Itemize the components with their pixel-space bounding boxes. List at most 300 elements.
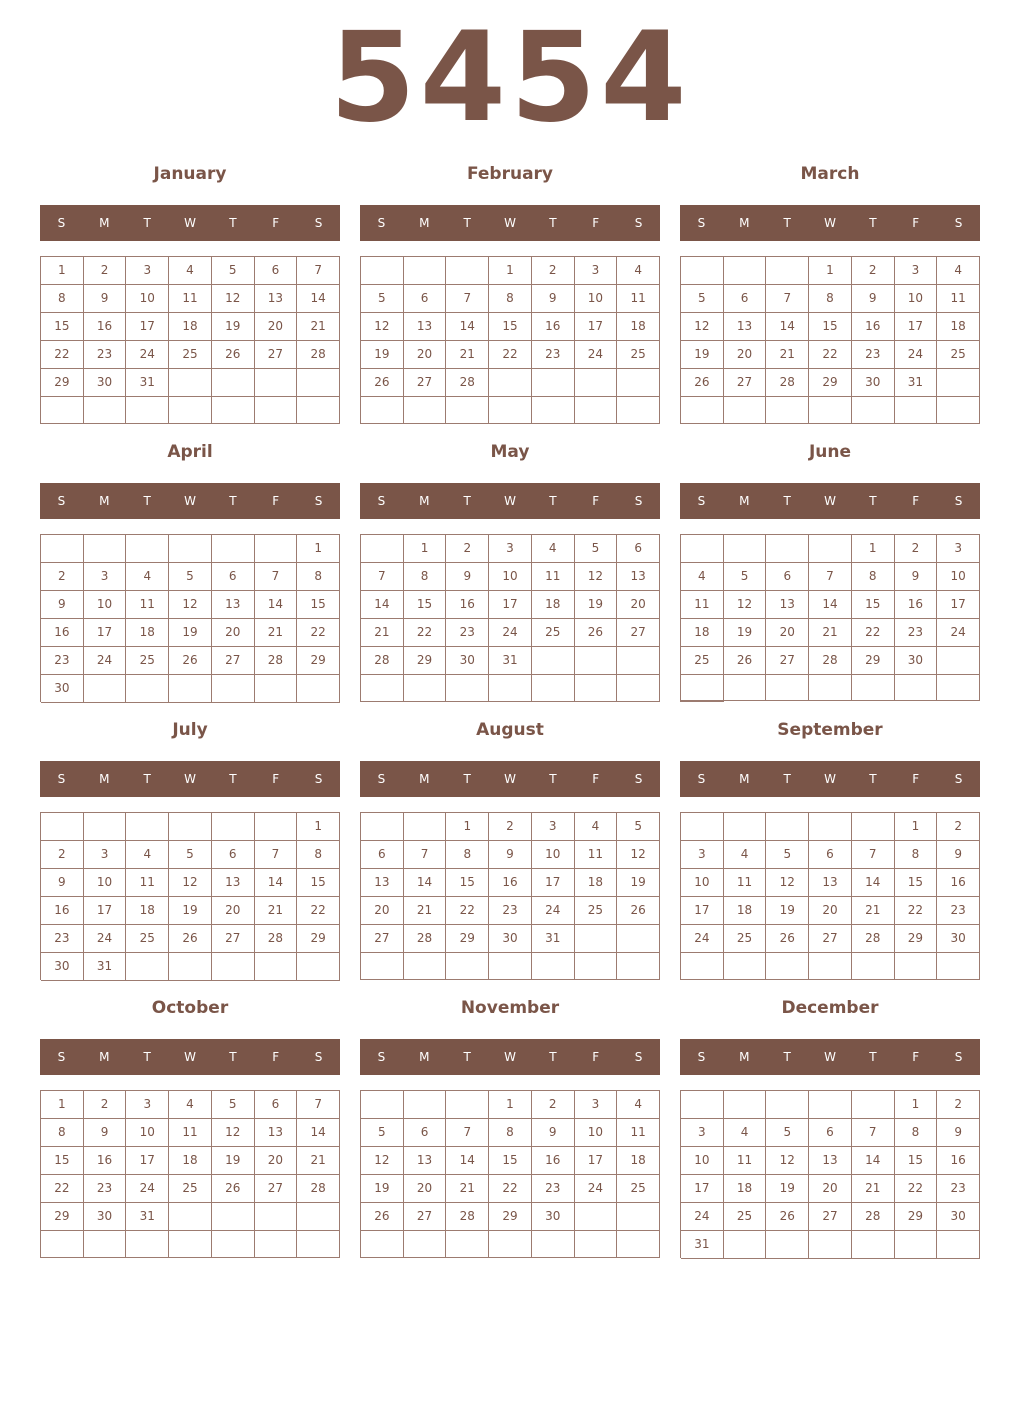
day-cell: 3 bbox=[937, 535, 980, 563]
weekday-label: S bbox=[377, 1050, 386, 1064]
weekday-label: W bbox=[504, 216, 516, 230]
day-cell bbox=[169, 813, 212, 841]
day-cell bbox=[212, 1203, 255, 1231]
day-cell bbox=[489, 397, 532, 424]
day-cell: 19 bbox=[724, 619, 767, 647]
day-cell: 26 bbox=[724, 647, 767, 675]
day-grid bbox=[40, 1090, 340, 1258]
day-cell bbox=[809, 397, 852, 424]
day-cell: 15 bbox=[809, 313, 852, 341]
day-cell: 17 bbox=[126, 1147, 169, 1175]
day-cell: 14 bbox=[809, 591, 852, 619]
day-cell bbox=[255, 369, 298, 397]
day-cell bbox=[766, 675, 809, 701]
day-cell: 20 bbox=[617, 591, 660, 619]
day-cell bbox=[766, 257, 809, 285]
day-cell: 3 bbox=[126, 1091, 169, 1119]
day-cell bbox=[681, 1091, 724, 1119]
day-cell: 12 bbox=[361, 1147, 404, 1175]
day-cell: 16 bbox=[41, 619, 84, 647]
day-cell bbox=[766, 953, 809, 980]
day-cell: 29 bbox=[895, 1203, 938, 1231]
day-cell: 16 bbox=[446, 591, 489, 619]
month-name: July bbox=[172, 720, 208, 740]
day-cell: 2 bbox=[852, 257, 895, 285]
weekday-label: S bbox=[314, 494, 323, 508]
day-cell: 16 bbox=[84, 313, 127, 341]
day-cell bbox=[724, 953, 767, 980]
day-cell bbox=[41, 535, 84, 563]
day-cell: 5 bbox=[766, 1119, 809, 1147]
day-cell bbox=[361, 953, 404, 980]
day-cell: 9 bbox=[41, 591, 84, 619]
day-cell bbox=[169, 397, 212, 424]
day-cell: 11 bbox=[937, 285, 980, 313]
day-cell bbox=[681, 257, 724, 285]
day-cell bbox=[41, 813, 84, 841]
day-cell: 25 bbox=[532, 619, 575, 647]
day-cell: 13 bbox=[809, 1147, 852, 1175]
day-cell bbox=[297, 1203, 340, 1231]
weekday-label: F bbox=[592, 772, 600, 786]
day-cell: 19 bbox=[766, 1175, 809, 1203]
day-cell bbox=[446, 257, 489, 285]
day-cell: 14 bbox=[852, 869, 895, 897]
day-cell bbox=[361, 675, 404, 702]
day-grid bbox=[680, 256, 980, 424]
day-cell: 10 bbox=[681, 1147, 724, 1175]
day-cell: 12 bbox=[169, 869, 212, 897]
day-cell bbox=[617, 1231, 660, 1258]
day-cell: 29 bbox=[489, 1203, 532, 1231]
day-cell: 18 bbox=[532, 591, 575, 619]
day-cell: 4 bbox=[937, 257, 980, 285]
day-cell: 6 bbox=[404, 1119, 447, 1147]
day-grid bbox=[360, 534, 660, 702]
day-cell: 8 bbox=[489, 285, 532, 313]
day-cell: 19 bbox=[681, 341, 724, 369]
day-cell: 6 bbox=[809, 1119, 852, 1147]
weekday-label: T bbox=[869, 1050, 877, 1064]
day-cell bbox=[575, 397, 618, 424]
day-cell: 2 bbox=[937, 1091, 980, 1119]
weekday-label: F bbox=[912, 216, 920, 230]
weekday-header bbox=[40, 205, 340, 241]
day-cell: 11 bbox=[724, 869, 767, 897]
day-cell: 7 bbox=[852, 841, 895, 869]
day-cell: 2 bbox=[489, 813, 532, 841]
day-cell bbox=[617, 647, 660, 675]
day-grid bbox=[360, 1090, 660, 1258]
day-cell: 7 bbox=[446, 285, 489, 313]
day-cell: 15 bbox=[489, 1147, 532, 1175]
weekday-label: T bbox=[549, 494, 557, 508]
day-cell: 13 bbox=[766, 591, 809, 619]
day-cell bbox=[809, 813, 852, 841]
day-cell bbox=[575, 369, 618, 397]
weekday-label: T bbox=[463, 216, 471, 230]
day-cell: 23 bbox=[41, 925, 84, 953]
day-cell: 29 bbox=[852, 647, 895, 675]
day-cell bbox=[169, 1231, 212, 1258]
weekday-label: T bbox=[869, 494, 877, 508]
day-cell: 7 bbox=[446, 1119, 489, 1147]
day-cell: 9 bbox=[937, 1119, 980, 1147]
day-grid bbox=[40, 256, 340, 424]
weekday-label: S bbox=[57, 1050, 66, 1064]
day-cell: 14 bbox=[255, 591, 298, 619]
day-cell: 25 bbox=[724, 925, 767, 953]
day-cell: 19 bbox=[361, 341, 404, 369]
day-cell bbox=[255, 1231, 298, 1258]
month-name: September bbox=[777, 720, 883, 740]
day-grid bbox=[360, 812, 660, 980]
weekday-label: S bbox=[697, 216, 706, 230]
day-cell bbox=[852, 953, 895, 980]
day-cell: 30 bbox=[937, 1203, 980, 1231]
day-cell: 30 bbox=[852, 369, 895, 397]
day-cell: 14 bbox=[446, 1147, 489, 1175]
day-cell: 29 bbox=[297, 647, 340, 675]
day-cell: 2 bbox=[532, 257, 575, 285]
day-cell: 22 bbox=[41, 1175, 84, 1203]
weekday-header bbox=[680, 1039, 980, 1075]
weekday-label: T bbox=[143, 1050, 151, 1064]
day-cell: 7 bbox=[255, 563, 298, 591]
day-cell: 15 bbox=[404, 591, 447, 619]
day-cell: 8 bbox=[41, 1119, 84, 1147]
day-cell: 7 bbox=[404, 841, 447, 869]
day-cell: 24 bbox=[84, 925, 127, 953]
weekday-label: W bbox=[824, 216, 836, 230]
day-cell: 21 bbox=[852, 1175, 895, 1203]
day-cell: 23 bbox=[937, 897, 980, 925]
day-cell: 4 bbox=[126, 841, 169, 869]
day-cell: 12 bbox=[212, 1119, 255, 1147]
day-cell bbox=[575, 925, 618, 953]
day-cell: 13 bbox=[361, 869, 404, 897]
day-cell: 26 bbox=[766, 925, 809, 953]
day-cell: 30 bbox=[532, 1203, 575, 1231]
day-cell: 17 bbox=[532, 869, 575, 897]
day-cell: 14 bbox=[446, 313, 489, 341]
day-cell: 9 bbox=[84, 285, 127, 313]
day-cell bbox=[937, 1231, 980, 1259]
day-cell: 5 bbox=[361, 285, 404, 313]
day-cell: 10 bbox=[84, 591, 127, 619]
day-cell: 23 bbox=[895, 619, 938, 647]
day-cell: 9 bbox=[84, 1119, 127, 1147]
day-cell: 21 bbox=[255, 897, 298, 925]
day-cell: 5 bbox=[766, 841, 809, 869]
day-cell: 3 bbox=[489, 535, 532, 563]
day-cell: 9 bbox=[852, 285, 895, 313]
day-cell: 25 bbox=[617, 341, 660, 369]
weekday-label: T bbox=[229, 216, 237, 230]
day-cell: 26 bbox=[212, 341, 255, 369]
day-cell bbox=[169, 1203, 212, 1231]
day-cell: 21 bbox=[297, 313, 340, 341]
day-cell: 5 bbox=[212, 1091, 255, 1119]
day-cell: 24 bbox=[681, 925, 724, 953]
day-cell bbox=[681, 675, 724, 701]
day-cell: 8 bbox=[446, 841, 489, 869]
weekday-label: S bbox=[57, 216, 66, 230]
day-cell: 21 bbox=[446, 341, 489, 369]
day-cell: 12 bbox=[575, 563, 618, 591]
day-cell bbox=[212, 953, 255, 981]
day-cell: 30 bbox=[41, 953, 84, 981]
day-cell: 28 bbox=[446, 1203, 489, 1231]
day-cell: 4 bbox=[724, 841, 767, 869]
day-cell: 7 bbox=[361, 563, 404, 591]
day-cell bbox=[766, 535, 809, 563]
day-cell: 19 bbox=[212, 313, 255, 341]
day-cell: 5 bbox=[617, 813, 660, 841]
day-cell: 16 bbox=[895, 591, 938, 619]
weekday-label: M bbox=[99, 216, 110, 230]
day-cell: 6 bbox=[404, 285, 447, 313]
day-cell: 20 bbox=[724, 341, 767, 369]
day-cell: 13 bbox=[809, 869, 852, 897]
day-cell bbox=[126, 953, 169, 981]
day-cell bbox=[126, 535, 169, 563]
day-cell: 31 bbox=[84, 953, 127, 981]
day-cell: 17 bbox=[126, 313, 169, 341]
day-cell: 11 bbox=[169, 1119, 212, 1147]
weekday-label: F bbox=[272, 216, 280, 230]
day-cell bbox=[937, 953, 980, 980]
day-cell: 24 bbox=[681, 1203, 724, 1231]
weekday-header bbox=[360, 761, 660, 797]
day-cell bbox=[724, 535, 767, 563]
weekday-label: W bbox=[504, 772, 516, 786]
day-cell bbox=[681, 953, 724, 980]
day-cell: 7 bbox=[297, 257, 340, 285]
day-cell bbox=[169, 535, 212, 563]
day-cell: 21 bbox=[852, 897, 895, 925]
day-cell: 22 bbox=[809, 341, 852, 369]
day-cell bbox=[575, 1231, 618, 1258]
weekday-label: F bbox=[272, 1050, 280, 1064]
day-cell bbox=[809, 675, 852, 701]
day-cell bbox=[489, 953, 532, 980]
day-cell: 2 bbox=[84, 1091, 127, 1119]
day-cell: 11 bbox=[126, 869, 169, 897]
day-cell: 23 bbox=[489, 897, 532, 925]
day-cell bbox=[895, 1231, 938, 1259]
day-cell bbox=[724, 397, 767, 424]
day-cell: 29 bbox=[446, 925, 489, 953]
day-cell: 10 bbox=[126, 285, 169, 313]
weekday-label: F bbox=[912, 494, 920, 508]
day-cell: 10 bbox=[532, 841, 575, 869]
weekday-label: T bbox=[463, 1050, 471, 1064]
day-cell: 13 bbox=[255, 285, 298, 313]
day-cell: 19 bbox=[169, 897, 212, 925]
day-cell: 6 bbox=[766, 563, 809, 591]
day-cell: 16 bbox=[84, 1147, 127, 1175]
day-cell: 2 bbox=[446, 535, 489, 563]
weekday-label: M bbox=[99, 1050, 110, 1064]
weekday-label: S bbox=[377, 216, 386, 230]
day-cell bbox=[446, 397, 489, 424]
day-cell: 30 bbox=[84, 1203, 127, 1231]
weekday-label: W bbox=[504, 494, 516, 508]
weekday-label: T bbox=[869, 216, 877, 230]
day-cell: 24 bbox=[575, 341, 618, 369]
weekday-label: S bbox=[377, 494, 386, 508]
day-cell: 23 bbox=[446, 619, 489, 647]
day-cell: 27 bbox=[724, 369, 767, 397]
day-cell: 11 bbox=[532, 563, 575, 591]
weekday-label: S bbox=[954, 216, 963, 230]
day-cell: 28 bbox=[255, 647, 298, 675]
day-cell: 16 bbox=[532, 313, 575, 341]
day-cell: 5 bbox=[575, 535, 618, 563]
day-cell: 2 bbox=[84, 257, 127, 285]
day-cell: 26 bbox=[575, 619, 618, 647]
day-cell bbox=[575, 647, 618, 675]
day-cell bbox=[126, 397, 169, 424]
weekday-label: F bbox=[912, 1050, 920, 1064]
day-cell bbox=[532, 953, 575, 980]
day-cell: 1 bbox=[41, 1091, 84, 1119]
day-cell: 24 bbox=[84, 647, 127, 675]
day-cell: 17 bbox=[575, 1147, 618, 1175]
day-cell: 12 bbox=[681, 313, 724, 341]
day-cell: 10 bbox=[681, 869, 724, 897]
day-cell bbox=[84, 675, 127, 703]
day-cell: 14 bbox=[852, 1147, 895, 1175]
day-cell: 3 bbox=[681, 841, 724, 869]
day-cell: 8 bbox=[852, 563, 895, 591]
weekday-header bbox=[360, 483, 660, 519]
day-cell bbox=[126, 1231, 169, 1258]
month-name: November bbox=[460, 998, 560, 1018]
day-cell: 19 bbox=[617, 869, 660, 897]
day-cell bbox=[404, 813, 447, 841]
day-cell bbox=[575, 953, 618, 980]
day-cell: 2 bbox=[41, 841, 84, 869]
day-cell: 17 bbox=[489, 591, 532, 619]
day-cell bbox=[41, 397, 84, 424]
day-cell: 24 bbox=[489, 619, 532, 647]
day-cell: 25 bbox=[724, 1203, 767, 1231]
weekday-label: T bbox=[783, 216, 791, 230]
weekday-label: T bbox=[869, 772, 877, 786]
day-cell: 19 bbox=[169, 619, 212, 647]
day-cell bbox=[84, 813, 127, 841]
weekday-label: M bbox=[419, 772, 430, 786]
day-cell: 12 bbox=[212, 285, 255, 313]
day-cell: 18 bbox=[724, 897, 767, 925]
weekday-label: T bbox=[549, 772, 557, 786]
weekday-label: M bbox=[99, 772, 110, 786]
weekday-label: T bbox=[549, 1050, 557, 1064]
day-cell: 31 bbox=[126, 1203, 169, 1231]
day-cell: 1 bbox=[41, 257, 84, 285]
weekday-header bbox=[40, 761, 340, 797]
day-cell: 22 bbox=[404, 619, 447, 647]
day-cell: 20 bbox=[212, 897, 255, 925]
day-cell: 24 bbox=[575, 1175, 618, 1203]
weekday-label: M bbox=[739, 494, 750, 508]
day-cell: 24 bbox=[937, 619, 980, 647]
day-cell: 26 bbox=[169, 647, 212, 675]
day-cell: 25 bbox=[169, 341, 212, 369]
day-cell: 13 bbox=[724, 313, 767, 341]
day-cell bbox=[681, 701, 724, 702]
month-name: April bbox=[167, 442, 213, 462]
year-title: 5454 bbox=[329, 6, 691, 150]
day-cell: 28 bbox=[297, 1175, 340, 1203]
day-cell: 5 bbox=[681, 285, 724, 313]
weekday-label: S bbox=[377, 772, 386, 786]
weekday-header bbox=[680, 761, 980, 797]
day-cell bbox=[766, 813, 809, 841]
day-cell bbox=[532, 397, 575, 424]
weekday-label: S bbox=[954, 1050, 963, 1064]
day-cell bbox=[169, 369, 212, 397]
day-cell: 12 bbox=[361, 313, 404, 341]
day-cell: 15 bbox=[489, 313, 532, 341]
day-cell: 21 bbox=[404, 897, 447, 925]
day-cell: 22 bbox=[297, 897, 340, 925]
day-cell: 30 bbox=[895, 647, 938, 675]
day-cell bbox=[724, 675, 767, 701]
day-cell bbox=[361, 535, 404, 563]
day-cell: 5 bbox=[169, 841, 212, 869]
day-cell: 27 bbox=[255, 341, 298, 369]
day-cell: 11 bbox=[617, 1119, 660, 1147]
weekday-label: W bbox=[184, 772, 196, 786]
day-cell: 12 bbox=[724, 591, 767, 619]
day-cell bbox=[724, 1091, 767, 1119]
day-cell: 5 bbox=[361, 1119, 404, 1147]
day-cell: 27 bbox=[617, 619, 660, 647]
day-cell: 26 bbox=[361, 1203, 404, 1231]
day-cell: 8 bbox=[895, 841, 938, 869]
day-cell bbox=[446, 1091, 489, 1119]
day-cell: 20 bbox=[404, 1175, 447, 1203]
day-cell bbox=[617, 1203, 660, 1231]
weekday-label: S bbox=[634, 216, 643, 230]
day-cell: 22 bbox=[895, 897, 938, 925]
day-cell: 16 bbox=[532, 1147, 575, 1175]
day-cell: 29 bbox=[809, 369, 852, 397]
weekday-label: M bbox=[739, 1050, 750, 1064]
day-cell: 24 bbox=[895, 341, 938, 369]
day-cell: 25 bbox=[937, 341, 980, 369]
day-cell bbox=[446, 1231, 489, 1258]
day-cell: 30 bbox=[937, 925, 980, 953]
weekday-label: M bbox=[419, 1050, 430, 1064]
day-cell: 4 bbox=[681, 563, 724, 591]
day-cell: 20 bbox=[766, 619, 809, 647]
day-cell bbox=[937, 369, 980, 397]
day-cell: 18 bbox=[937, 313, 980, 341]
day-cell bbox=[361, 1231, 404, 1258]
day-cell bbox=[404, 1231, 447, 1258]
day-grid bbox=[40, 812, 340, 980]
day-cell: 24 bbox=[532, 897, 575, 925]
day-cell: 1 bbox=[489, 1091, 532, 1119]
day-cell: 12 bbox=[766, 869, 809, 897]
day-cell: 28 bbox=[404, 925, 447, 953]
day-cell: 25 bbox=[617, 1175, 660, 1203]
day-cell: 30 bbox=[446, 647, 489, 675]
